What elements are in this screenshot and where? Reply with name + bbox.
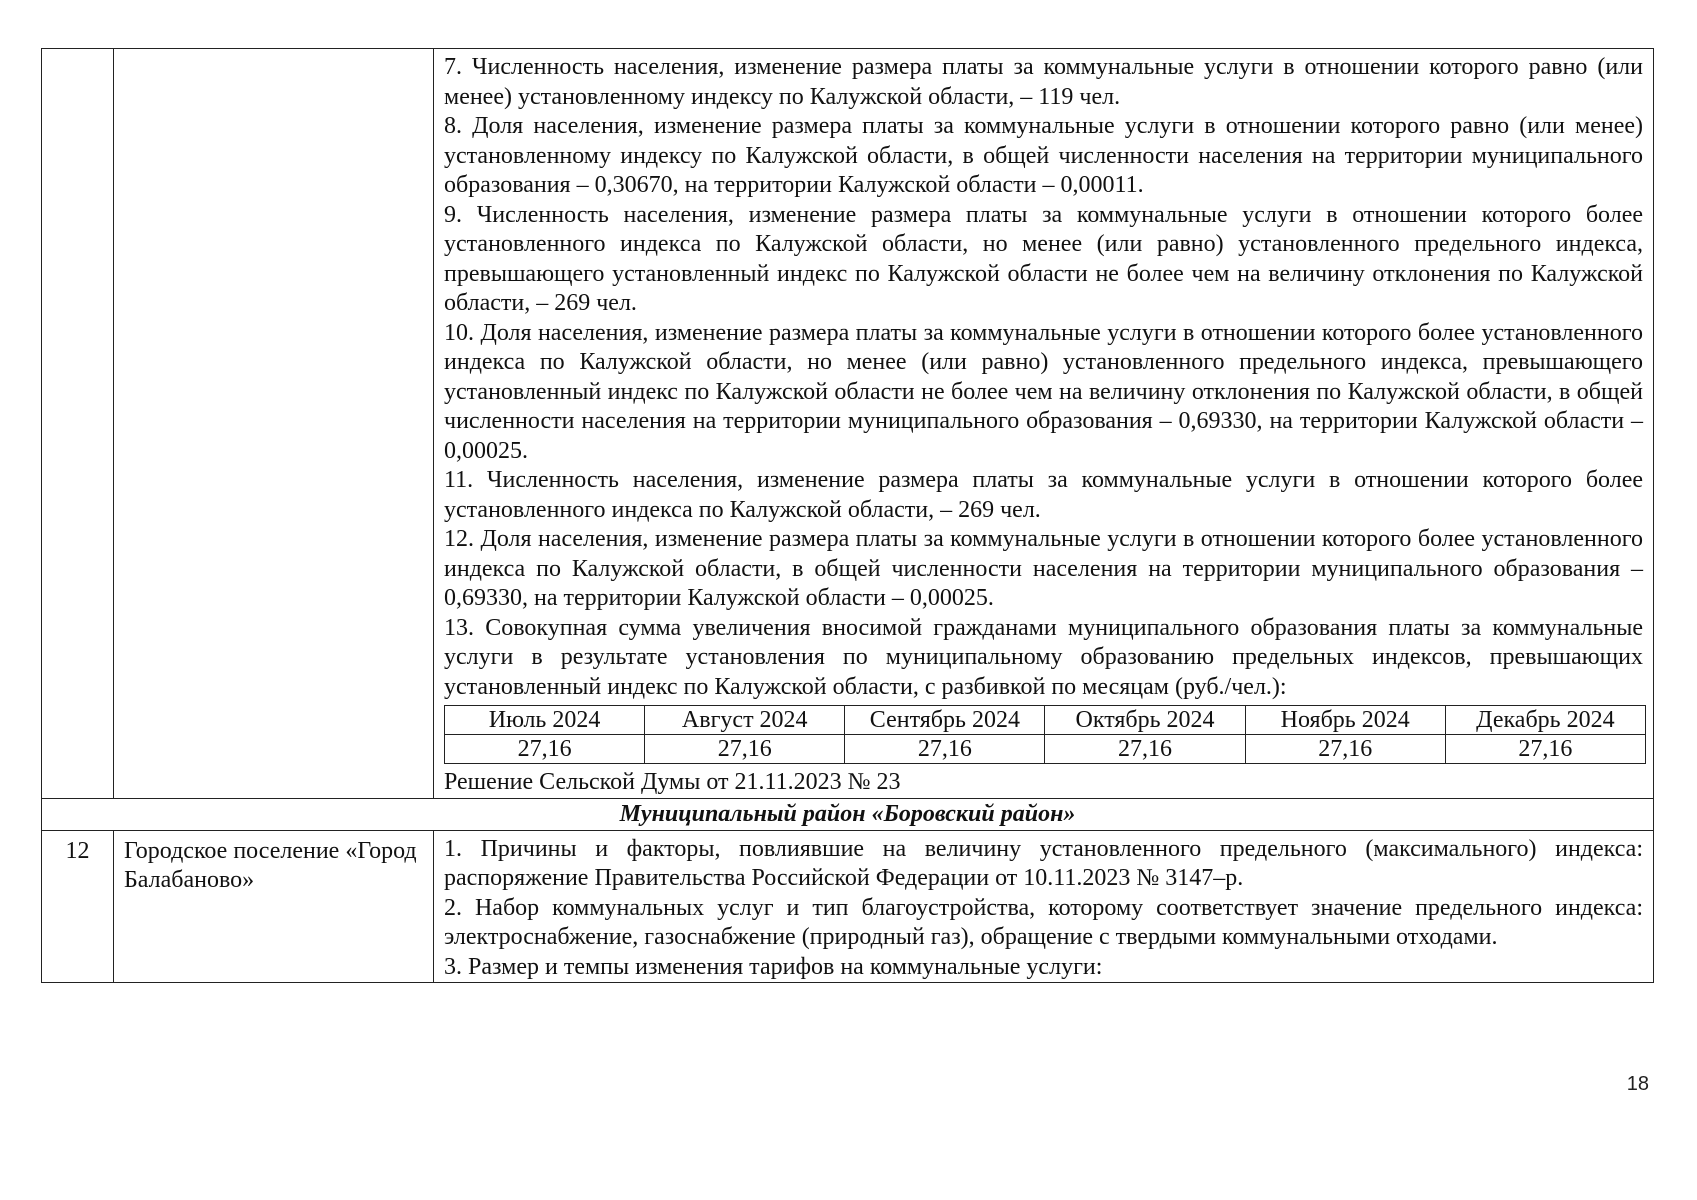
paragraph-13: 13. Совокупная сумма увеличения вносимой гражданами муниципального образования платы за коммунальные услуги в результате установления по муниципальному образованию предельных индексов, превышающих установленный индекс по Калужской области, с разбивкой по месяцам (руб./чел.): [444, 614, 1643, 700]
month-header: Июль 2024 [445, 706, 645, 735]
page-number: 18 [1626, 1073, 1649, 1095]
monthly-value-row [445, 735, 1646, 764]
table-row-12 [42, 830, 1654, 983]
month-value: 27,16 [1245, 735, 1445, 764]
monthly-increase-table [444, 705, 1646, 764]
row-name-cell-empty [114, 49, 434, 799]
row-number-cell-empty [42, 49, 114, 799]
section-header: Муниципальный район «Боровский район» [42, 798, 1654, 830]
row-number: 12 [42, 830, 114, 983]
decision-reference: Решение Сельской Думы от 21.11.2023 № 23 [444, 769, 901, 795]
month-value: 27,16 [1045, 735, 1245, 764]
paragraph-8: 8. Доля населения, изменение размера платы за коммунальные услуги в отношении которого равно (или менее) установленному индексу по Калужской области, в общей численности населения на территории муниципального образования – 0,30670, на территории Калужской области – 0,00011. [444, 113, 1643, 198]
month-header: Декабрь 2024 [1445, 706, 1645, 735]
paragraph-12: 12. Доля населения, изменение размера платы за коммунальные услуги в отношении которого более установленного индекса по Калужской области, в общей численности населения на территории муниципального образования – 0,69330, на территории Калужской области – 0,00025. [444, 526, 1643, 611]
month-header: Октябрь 2024 [1045, 706, 1245, 735]
paragraph-7: 7. Численность населения, изменение размера платы за коммунальные услуги в отношении которого равно (или менее) установленному индексу по Калужской области, – 119 чел. [444, 54, 1643, 110]
row-description-cell [434, 830, 1654, 983]
month-value: 27,16 [845, 735, 1045, 764]
month-value: 27,16 [1445, 735, 1645, 764]
month-header: Ноябрь 2024 [1245, 706, 1445, 735]
indices-table [41, 48, 1654, 983]
paragraph-1: 1. Причины и факторы, повлиявшие на величину установленного предельного (максимального) индекса: распоряжение Правительства Российской Федерации от 10.11.2023 № 3147–р. [444, 835, 1643, 891]
month-value: 27,16 [445, 735, 645, 764]
paragraph-11: 11. Численность населения, изменение размера платы за коммунальные услуги в отношении которого более установленного индекса по Калужской области, – 269 чел. [444, 467, 1643, 523]
table-row-continuation [42, 49, 1654, 799]
paragraph-3: 3. Размер и темпы изменения тарифов на коммунальные услуги: [444, 953, 1103, 980]
municipality-name: Городское поселение «Город Балабаново» [114, 830, 434, 983]
month-header: Август 2024 [645, 706, 845, 735]
paragraph-2: 2. Набор коммунальных услуг и тип благоустройства, которому соответствует значение предельного индекса: электроснабжение, газоснабжение (природный газ), обращение с твердыми коммунальными отходами. [444, 894, 1643, 950]
row-description-cell [434, 49, 1654, 799]
monthly-header-row [445, 706, 1646, 735]
month-header: Сентябрь 2024 [845, 706, 1045, 735]
paragraph-9: 9. Численность населения, изменение размера платы за коммунальные услуги в отношении которого более установленного индекса по Калужской области, но менее (или равно) установленного предельного индекса, превышающего установленный индекс по Калужской области не более чем на величину отклонения по Калужской области, – 269 чел. [444, 201, 1643, 316]
paragraph-10: 10. Доля населения, изменение размера платы за коммунальные услуги в отношении которого более установленного индекса по Калужской области, но менее (или равно) установленного предельного индекса, превышающего установленный индекс по Калужской области не более чем на величину отклонения по Калужской области, в общей численности населения на территории муниципального образования – 0,69330, на территории Калужской области – 0,00025. [444, 319, 1643, 464]
month-value: 27,16 [645, 735, 845, 764]
section-header-row [42, 798, 1654, 830]
